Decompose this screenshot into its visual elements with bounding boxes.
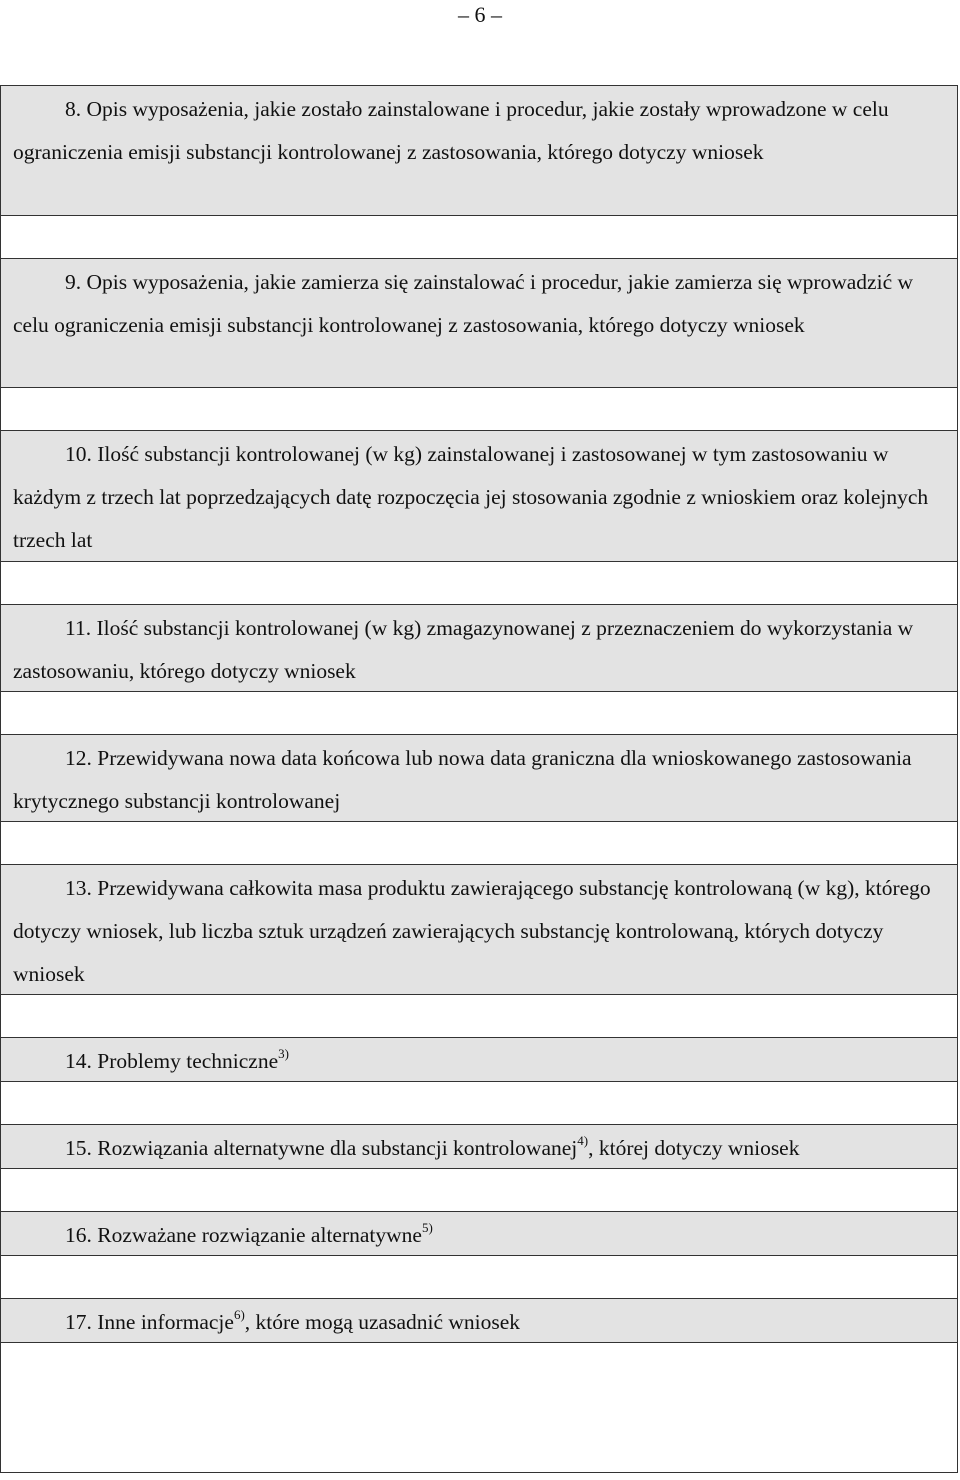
footnote-marker: 4) bbox=[577, 1132, 589, 1148]
section-number: 9. bbox=[65, 270, 82, 294]
answer-field-15[interactable] bbox=[1, 1168, 957, 1211]
section-number: 8. bbox=[65, 97, 82, 121]
section-text: Opis wyposażenia, jakie zostało zainstalowane i procedur, jakie zostały wprowadzone w celu ograniczenia emisji substancji kontrolowanej z zastosowania, którego dotyczy wniosek bbox=[13, 97, 889, 164]
section-label-17 bbox=[1, 1298, 957, 1342]
section-label-14 bbox=[1, 1037, 957, 1081]
section-text: Problemy techniczne bbox=[97, 1049, 279, 1073]
section-number: 14. bbox=[65, 1049, 92, 1073]
section-number: 15. bbox=[65, 1136, 92, 1160]
section-number: 16. bbox=[65, 1223, 92, 1247]
answer-field-14[interactable] bbox=[1, 1081, 957, 1124]
section-label-10 bbox=[1, 430, 957, 561]
section-label-12 bbox=[1, 734, 957, 821]
section-label-11 bbox=[1, 604, 957, 691]
footnote-marker: 6) bbox=[233, 1306, 245, 1322]
answer-field-12[interactable] bbox=[1, 821, 957, 864]
section-label-9 bbox=[1, 258, 957, 387]
footnote-marker: 5) bbox=[421, 1219, 433, 1235]
section-text-suffix: , której dotyczy wniosek bbox=[588, 1136, 800, 1160]
section-number: 13. bbox=[65, 876, 92, 900]
answer-field-17[interactable] bbox=[1, 1342, 957, 1472]
answer-field-8[interactable] bbox=[1, 215, 957, 258]
form-table bbox=[0, 85, 958, 1473]
page-number: – 6 – bbox=[458, 2, 502, 27]
answer-field-9[interactable] bbox=[1, 387, 957, 430]
section-number: 11. bbox=[65, 616, 92, 640]
answer-field-11[interactable] bbox=[1, 691, 957, 734]
section-text: Inne informacje bbox=[97, 1310, 234, 1334]
footnote-marker: 3) bbox=[278, 1045, 289, 1061]
answer-field-10[interactable] bbox=[1, 561, 957, 604]
section-number: 12. bbox=[65, 746, 92, 770]
section-label-13 bbox=[1, 864, 957, 994]
section-number: 17. bbox=[65, 1310, 92, 1334]
answer-field-16[interactable] bbox=[1, 1255, 957, 1298]
answer-field-13[interactable] bbox=[1, 994, 957, 1037]
section-text: Ilość substancji kontrolowanej (w kg) zmagazynowanej z przeznaczeniem do wykorzystania w zastosowaniu, którego dotyczy wniosek bbox=[13, 616, 914, 683]
section-label-16 bbox=[1, 1211, 957, 1255]
section-text: Ilość substancji kontrolowanej (w kg) zainstalowanej i zastosowanej w tym zastosowaniu w każdym z trzech lat poprzedzających datę rozpoczęcia jej stosowania zgodnie z wnioskiem oraz kolejnych trzech lat bbox=[13, 442, 929, 552]
section-text: Opis wyposażenia, jakie zamierza się zainstalować i procedur, jakie zamierza się wprowadzić w celu ograniczenia emisji substancji kontrolowanej z zastosowania, którego dotyczy wniosek bbox=[13, 270, 914, 337]
section-text: Przewidywana całkowita masa produktu zawierającego substancję kontrolowaną (w kg), którego dotyczy wniosek, lub liczba sztuk urządzeń zawierających substancję kontrolowaną, których dotyczy wniosek bbox=[13, 876, 931, 986]
section-number: 10. bbox=[65, 442, 92, 466]
section-text: Rozwiązania alternatywne dla substancji kontrolowanej bbox=[97, 1136, 578, 1160]
section-text: Rozważane rozwiązanie alternatywne bbox=[97, 1223, 422, 1247]
section-text: Przewidywana nowa data końcowa lub nowa data graniczna dla wnioskowanego zastosowania krytycznego substancji kontrolowanej bbox=[13, 746, 912, 813]
section-label-15 bbox=[1, 1124, 957, 1168]
section-label-8 bbox=[1, 85, 957, 215]
section-text-suffix: , które mogą uzasadnić wniosek bbox=[244, 1310, 521, 1334]
